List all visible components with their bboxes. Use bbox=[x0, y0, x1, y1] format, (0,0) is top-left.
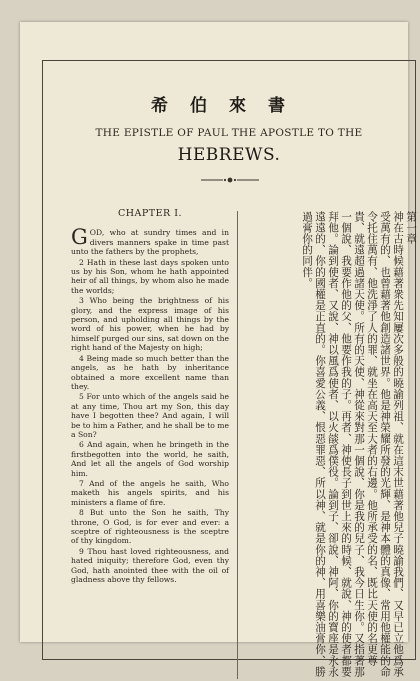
english-title: HEBREWS. bbox=[177, 145, 281, 165]
verse: 4 Being made so much better than the angels, as he hath by inheritance obtained a more excellent name than they. bbox=[71, 353, 229, 391]
verse: 2 Hath in these last days spoken unto us by his Son, whom he hath appointed heir of all things, by whom also he made the worlds; bbox=[71, 257, 229, 295]
ornament-divider-icon bbox=[201, 176, 259, 184]
verse: 9 Thou hast loved righteousness, and hated iniquity; therefore God, even thy God, hath anointed thee with the oil of gladness above thy fellows. bbox=[71, 546, 229, 585]
english-subtitle: THE EPISTLE OF PAUL THE APOSTLE TO THE bbox=[95, 127, 363, 139]
verse: GOD, who at sundry times and in divers manners spake in time past unto the fathers by the prophets, bbox=[71, 225, 229, 257]
chinese-title: 希伯來書 bbox=[151, 96, 307, 116]
page-border bbox=[42, 60, 417, 678]
book-page bbox=[20, 22, 417, 678]
verse: 6 And again, when he bringeth in the firstbegotten into the world, he saith, And let all the angels of God worship him. bbox=[71, 440, 229, 478]
verse: 7 And of the angels he saith, Who maketh his angels spirits, and his ministers a flame of fire. bbox=[71, 478, 229, 507]
column-divider bbox=[237, 211, 238, 679]
chinese-text: 神在古時候藉著衆先知屢次多般的曉諭列祖、就在這末世藉著他兒子曉諭我們、又早已立他爲承受萬有的、也曾藉著他創造諸世界。他是神榮耀所發的光輝、是神本體的真像、常用他權能的命令托住萬有、他洗淨了人的罪、就坐在高天至大者的右邊。他所承受的名、既比天使的名更尊貴、就遠超過諸天使。所有的天使、神從來對那一個說、你是我的兒子、我今日生你。又指著那一個說、我要作他的父、他要作我的子。再者、神使長子到世上來的時候、就說、神的使者都要拜他。論到使者、又說、神以風爲使者、以火燄爲僕役。論到子、卻說、神阿、你的寶座是永永遠遠的、你的國權是正直的。你喜愛公義、恨惡罪惡、所以神、就是你的神、用喜樂油膏你、勝過膏你的同伴。 bbox=[301, 211, 404, 678]
drop-cap: G bbox=[71, 225, 88, 250]
verse: 5 For unto which of the angels said he at any time, Thou art my Son, this day have I begotten thee? And again, I will be to him a Father, and he shall be to me a Son? bbox=[71, 392, 229, 439]
english-column bbox=[71, 209, 229, 585]
verse: 8 But unto the Son he saith, Thy throne, O God, is for ever and ever: a sceptre of righteousness is the sceptre of thy kingdom. bbox=[71, 508, 229, 546]
verse: 3 Who being the brightness of his glory, and the express image of his person, and upholding all things by the word of his power, when he had by himself purged our sins, sat down on the right hand of the Majesty on high; bbox=[71, 296, 229, 353]
chinese-column bbox=[249, 211, 417, 681]
english-chapter-heading: CHAPTER I. bbox=[117, 208, 183, 219]
chinese-chapter-heading: 第一章 bbox=[405, 211, 417, 245]
